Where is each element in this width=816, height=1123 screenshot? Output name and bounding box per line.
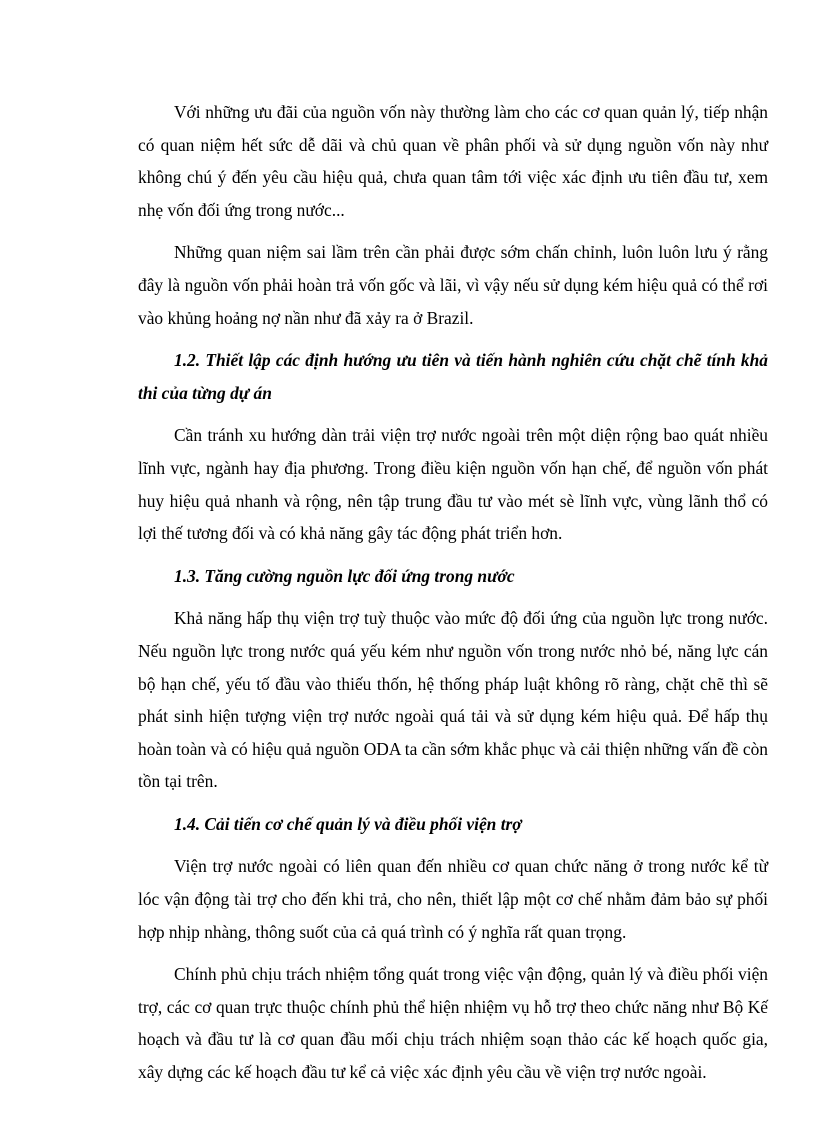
paragraph-section-1-3: Khả năng hấp thụ viện trợ tuỳ thuộc vào mức độ đối ứng của nguồn lực trong nước. Nếu nguồn lực trong nước quá yếu kém như nguồn vốn trong nước nhỏ bé, năng lực cán bộ hạn chế, yếu tố đầu vào thiếu thốn, hệ thống pháp luật không rõ ràng, chặt chẽ thì sẽ phát sinh hiện tượng viện trợ nước ngoài quá tải và sử dụng kém hiệu quả. Để hấp thụ hoàn toàn và có hiệu quả nguồn ODA ta cần sớm khắc phục và cải thiện những vấn đề còn tồn tại trên. [138, 608, 768, 792]
paragraph-section-1-2: Cần tránh xu hướng dàn trải viện trợ nước ngoài trên một diện rộng bao quát nhiều lĩnh vực, ngành hay địa phương. Trong điều kiện nguồn vốn hạn chế, để nguồn vốn phát huy hiệu quả nhanh và rộng, nên tập trung đầu tư vào mét sè lĩnh vực, vùng lãnh thổ có lợi thế tương đối và có khả năng gây tác động phát triển hơn. [138, 425, 768, 544]
paragraph-preferential-capital: Với những ưu đãi của nguồn vốn này thường làm cho các cơ quan quản lý, tiếp nhận có quan niệm hết sức dễ dãi và chủ quan về phân phối và sử dụng nguồn vốn này như không chú ý đến yêu cầu hiệu quả, chưa quan tâm tới việc xác định ưu tiên đầu tư, xem nhẹ vốn đối ứng trong nước... [138, 102, 768, 220]
heading-section-1-3: 1.3. Tăng cường nguồn lực đối ứng trong nước [174, 565, 515, 586]
paragraph-section-1-4-agencies: Viện trợ nước ngoài có liên quan đến nhiều cơ quan chức năng ở trong nước kể từ lóc vận động tài trợ cho đến khi trả, cho nên, thiết lập một cơ chế nhằm đảm bảo sự phối hợp nhịp nhàng, thông suốt của cả quá trình có ý nghĩa rất quan trọng. [138, 856, 768, 942]
paragraph-misconceptions: Những quan niệm sai lầm trên cần phải được sớm chấn chỉnh, luôn luôn lưu ý rằng đây là nguồn vốn phải hoàn trả vốn gốc và lãi, vì vậy nếu sử dụng kém hiệu quả có thể rơi vào khủng hoảng nợ nần như đã xảy ra ở Brazil. [138, 242, 768, 328]
heading-section-1-2: 1.2. Thiết lập các định hướng ưu tiên và tiến hành nghiên cứu chặt chẽ tính khả thi của từng dự án [138, 350, 768, 403]
document-body [138, 96, 768, 1099]
heading-section-1-4: 1.4. Cải tiến cơ chế quản lý và điều phối viện trợ [174, 813, 522, 834]
paragraph-section-1-4-government: Chính phủ chịu trách nhiệm tổng quát trong việc vận động, quản lý và điều phối viện trợ, các cơ quan trực thuộc chính phủ thể hiện nhiệm vụ hỗ trợ theo chức năng như Bộ Kế hoạch và đầu tư là cơ quan đầu mối chịu trách nhiệm soạn thảo các kế hoạch quốc gia, xây dựng các kế hoạch đầu tư kể cả việc xác định yêu cầu về viện trợ nước ngoài. [138, 964, 768, 1083]
